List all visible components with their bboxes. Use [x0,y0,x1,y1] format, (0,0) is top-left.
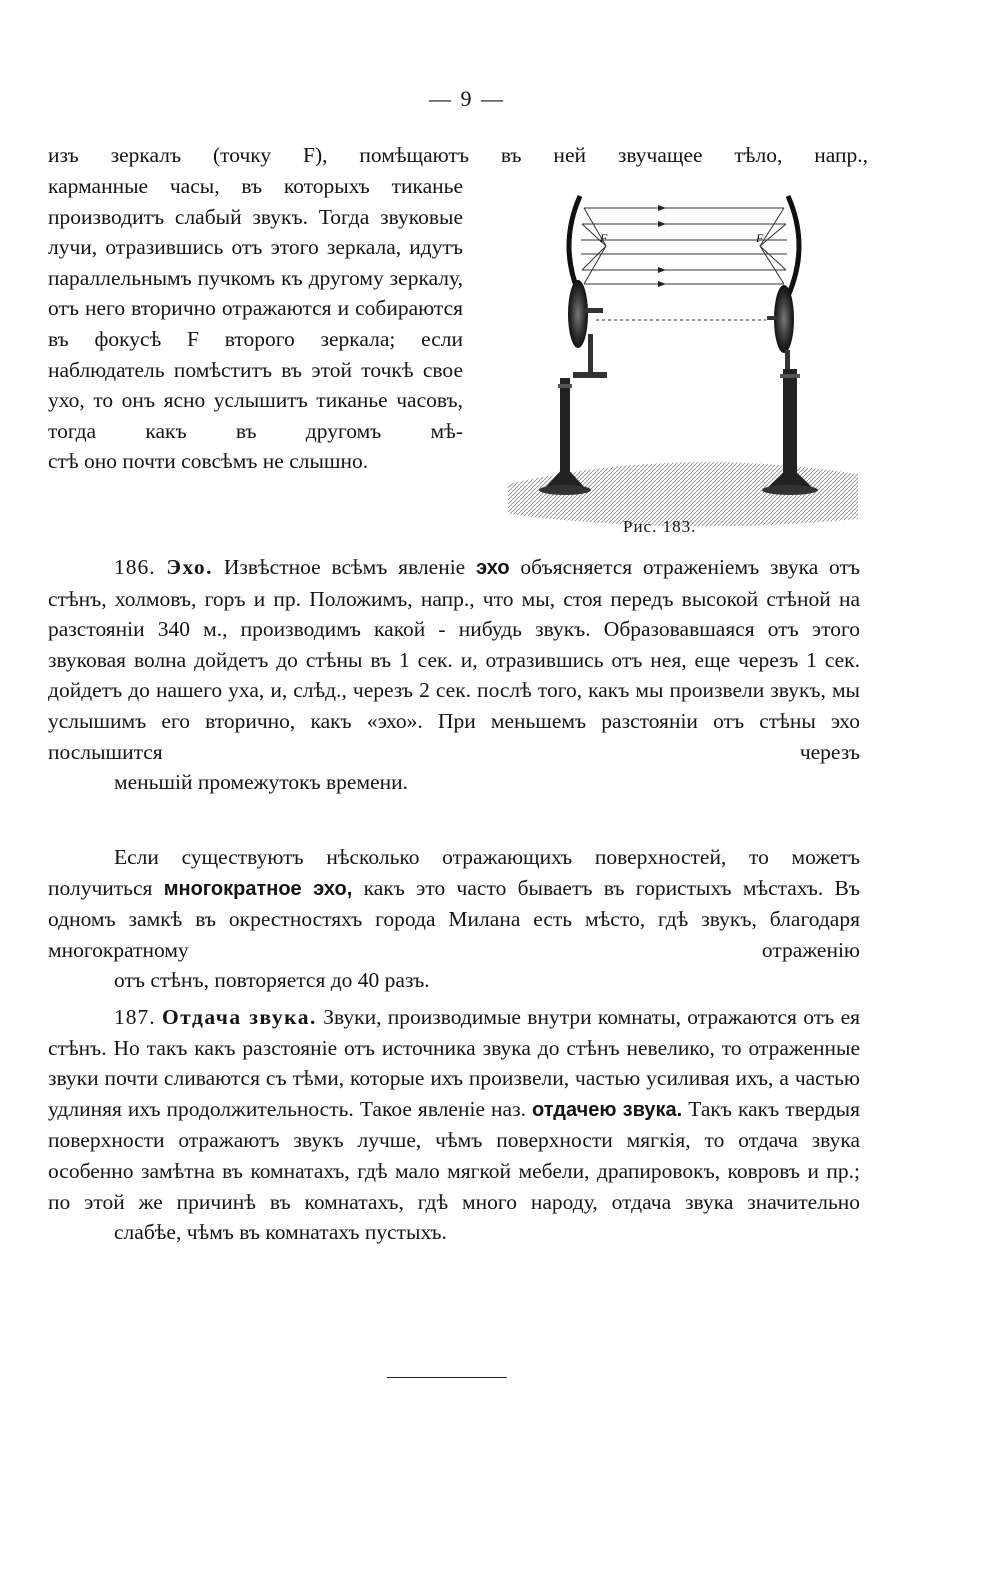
section-186-heading: Эхо. [166,555,214,579]
multi-echo-last-line: отъ стѣнъ, повторяется до 40 разъ. [114,968,430,993]
focus-label-right: F [756,231,764,245]
reflection-diagram [569,196,799,296]
multi-echo-paragraph [48,842,860,996]
section-186-text-after: объясняется отраженіемъ звука отъ стѣнъ, холмовъ, горъ и пр. Положимъ, напр., что мы, стоя передъ высокой стѣной на разстояніи 340 м., производимъ какой - нибудь звукъ. Образовавшаяся отъ этого звуковая волна дойдетъ до стѣны въ 1 сек. и, отразившись отъ нея, еще черезъ 1 сек. дойдетъ до нашего уха, и, слѣд., черезъ 2 сек. послѣ того, какъ мы произвели звукъ, мы услышимъ его вторично, какъ «эхо». При меньшемъ разстояніи отъ стѣны эхо послышится черезъ [48,555,861,764]
page-number: — 9 — [429,86,505,111]
right-mirror-stand [762,285,818,495]
section-186-text-before: Извѣстное всѣмъ явленіе [223,555,466,579]
section-187-paragraph [48,1002,860,1248]
section-186-paragraph [48,552,860,798]
focus-label-left: F [600,231,608,245]
figure-183-two-mirrors [488,184,868,534]
multi-echo-text-before: Если существуютъ нѣсколько отражающихъ поверхностей, то можетъ получиться [48,845,860,900]
section-187-term: отдачею звука. [532,1098,683,1121]
multi-echo-text-after: какъ это часто бываетъ въ гористыхъ мѣстахъ. Въ одномъ замкѣ въ окрестностяхъ города Милана есть мѣсто, гдѣ звукъ, благодаря многократному отраженію [48,875,861,962]
intro-first-line: изъ зеркалъ (точку F), помѣщаютъ въ ней звучащее тѣло, напр., [48,143,868,167]
figure-caption: Рис. 183. [623,517,697,536]
section-186-term: эхо [476,557,510,579]
intro-wrapped-text: карманные часы, въ которыхъ тиканье производитъ слабый звукъ. Тогда звуковые лучи, отразившись отъ этого зеркала, идутъ параллельнымъ пучкомъ къ другому зеркалу, отъ него вторично отражаются и собираются въ фокусѣ F второго зеркала; если наблюдатель помѣститъ въ этой точкѣ свое ухо, то онъ ясно услышитъ тиканье часовъ, тогда какъ въ другомъ мѣ- [48,174,463,443]
multi-echo-term: многократное эхо, [163,877,353,900]
section-187-text-before: Звуки, производимые внутри комнаты, отражаются отъ ея стѣнъ. Но такъ какъ разстояніе отъ источника звука до стѣнъ невелико, то отраженные звуки почти сливаются съ тѣми, которые ихъ произвели, частью усиливая ихъ, а частью удлиняя ихъ продолжительность. Такое явленіе наз. [48,1005,860,1121]
section-186-number: 186. [114,555,156,579]
end-rule [387,1377,507,1378]
left-mirror-stand [539,280,607,495]
section-186-last-line: меньшій промежутокъ времени. [114,770,408,795]
section-187-last-line: слабѣе, чѣмъ въ комнатахъ пустыхъ. [114,1220,447,1245]
section-187-number: 187. [114,1005,156,1029]
section-187-text-after: Такъ какъ твердыя поверхности отражаютъ звукъ лучше, чѣмъ поверхности мягкія, то отдача звука особенно замѣтна въ комнатахъ, гдѣ мало мягкой мебели, драпировокъ, ковровъ и пр.; по этой же причинѣ въ комнатахъ, гдѣ много народу, отдача звука значительно [48,1096,861,1214]
intro-wrapped-paragraph [48,171,463,477]
intro-wrapped-last-line: стѣ оно почти совсѣмъ не слышно. [48,449,369,474]
section-187-heading: Отдача звука. [161,1005,317,1029]
